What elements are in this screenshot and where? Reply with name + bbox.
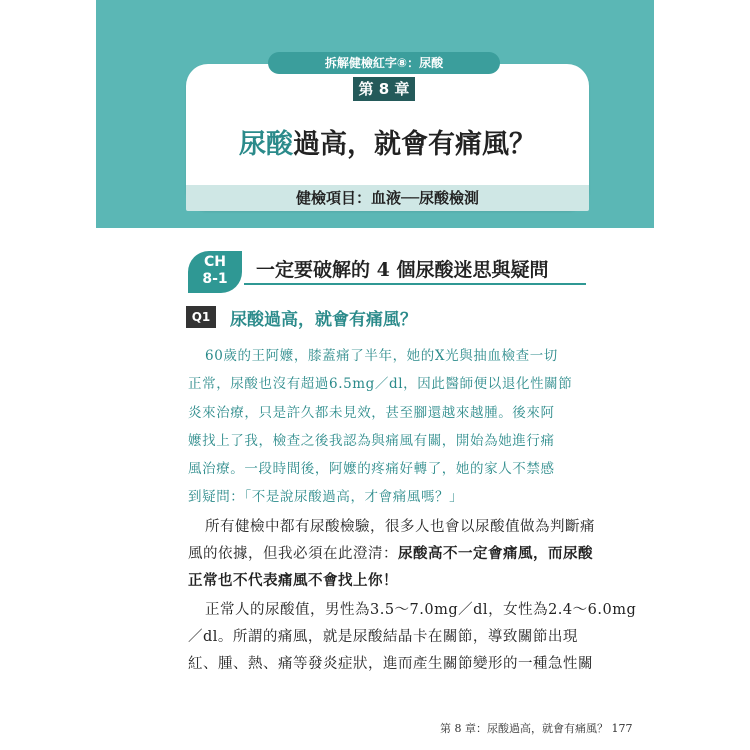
page-footer bbox=[440, 720, 633, 736]
running-head: 第 8 章：尿酸過高，就會有痛風？ bbox=[440, 722, 608, 735]
question-text: 尿酸過高，就會有痛風？ bbox=[230, 310, 417, 330]
story-line: 炎來治療，只是許久都未見效，甚至腳還越來越腫。後來阿 bbox=[188, 404, 555, 421]
paragraph-line: ／dl。所謂的痛風，就是尿酸結晶卡在關節，導致關節出現 bbox=[188, 629, 578, 645]
section-badge bbox=[188, 251, 242, 293]
story-line: 風治療。一段時間後，阿嬤的疼痛好轉了，她的家人不禁感 bbox=[188, 461, 555, 478]
paragraph-line: 所有健檢中都有尿酸檢驗，很多人也會以尿酸值做為判斷痛 bbox=[205, 519, 595, 535]
chapter-title-rest: 過高，就會有痛風？ bbox=[293, 129, 536, 160]
paragraph-line-plain: 風的依據，但我必須在此澄清： bbox=[188, 546, 398, 562]
exam-item: 健檢項目：血液──尿酸檢測 bbox=[186, 185, 589, 211]
paragraph-line: 紅、腫、熱、痛等發炎症狀，進而產生關節變形的一種急性關 bbox=[188, 656, 593, 672]
page-number: 177 bbox=[611, 722, 633, 735]
paragraph-emphasis: 尿酸高不一定會痛風，而尿酸 bbox=[398, 546, 593, 562]
story-line: 60歲的王阿嬤，膝蓋痛了半年，她的X光與抽血檢查一切 bbox=[205, 348, 558, 364]
section-underline bbox=[244, 283, 586, 285]
paragraph-line: 正常人的尿酸值，男性為3.5～7.0mg／dl，女性為2.4～6.0mg bbox=[205, 602, 637, 618]
paragraph-emphasis: 正常也不代表痛風不會找上你！ bbox=[188, 573, 398, 589]
chapter-title-accent: 尿酸 bbox=[239, 129, 293, 160]
chapter-number: 第 8 章 bbox=[353, 77, 415, 101]
paragraph-normal-values bbox=[188, 597, 637, 678]
question-label: Q1 bbox=[186, 306, 216, 328]
section-badge-line1: CH bbox=[204, 254, 226, 270]
paragraph-line bbox=[188, 541, 593, 568]
section-badge-line2: 8-1 bbox=[202, 271, 228, 287]
chapter-title bbox=[186, 122, 589, 161]
story-line: 到疑問：「不是說尿酸過高，才會痛風嗎？」 bbox=[188, 489, 464, 506]
story-line: 嬤找上了我，檢查之後我認為與痛風有關，開始為她進行痛 bbox=[188, 432, 555, 449]
story-line: 正常，尿酸也沒有超過6.5mg／dl，因此醫師便以退化性關節 bbox=[188, 376, 573, 393]
case-story bbox=[188, 342, 590, 512]
series-label: 拆解健檢紅字⑧：尿酸 bbox=[268, 52, 500, 74]
paragraph-clarification bbox=[188, 514, 595, 595]
section-title: 一定要破解的 4 個尿酸迷思與疑問 bbox=[256, 259, 549, 281]
